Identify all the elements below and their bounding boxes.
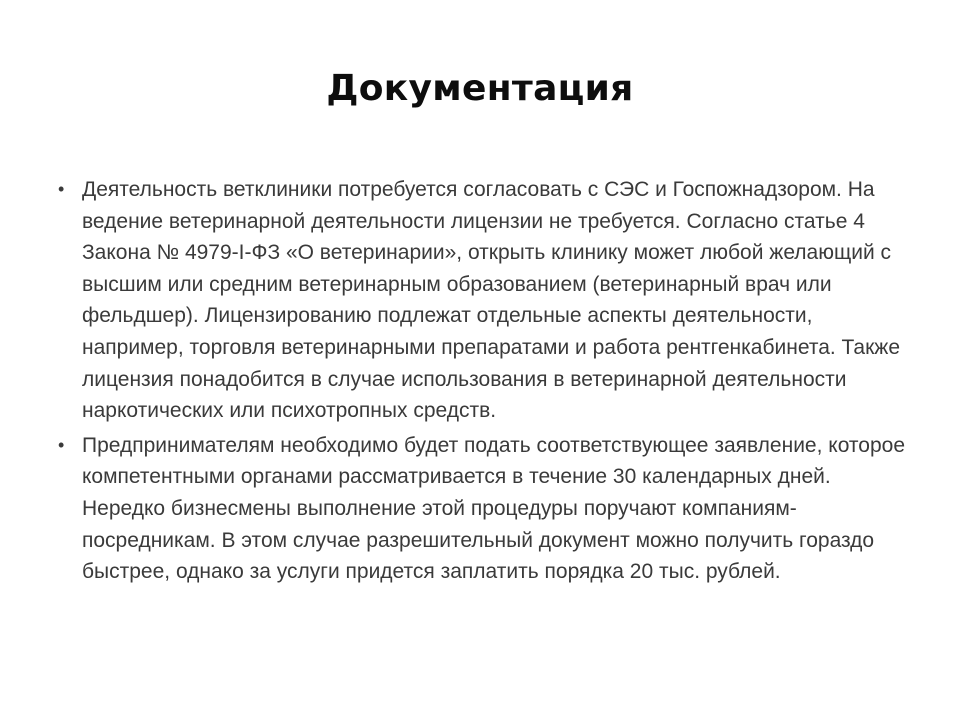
slide-title: Документация <box>326 68 634 109</box>
bullet-text: Деятельность ветклиники потребуется согласовать с СЭС и Госпожнадзором. На ведение ветеринарной деятельности лицензии не требуется. Согласно статье 4 Закона № 4979-I-ФЗ «О ветеринарии», открыть клинику может любой желающий с высшим или средним ветеринарным образованием (ветеринарный врач или фельдшер). Лицензированию подлежат отдельные аспекты деятельности, например, торговля ветеринарными препаратами и работа рентгенкабинета. Также лицензия понадобится в случае использования в ветеринарной деятельности наркотических или психотропных средств. <box>82 178 901 423</box>
bullet-icon: • <box>58 179 65 199</box>
bullet-text: Предпринимателям необходимо будет подать соответствующее заявление, которое компетентными органами рассматривается в течение 30 календарных дней. Нередко бизнесмены выполнение этой процедуры поручают компаниям-посредникам. В этом случае разрешительный документ можно получить гораздо быстрее, однако за услуги придется заплатить порядка 20 тыс. рублей. <box>82 433 906 584</box>
bullet-item-documentation-requirements <box>58 174 918 427</box>
bullet-icon: • <box>58 434 65 455</box>
bullet-list <box>58 174 918 588</box>
bullet-item-application-process <box>58 430 918 588</box>
